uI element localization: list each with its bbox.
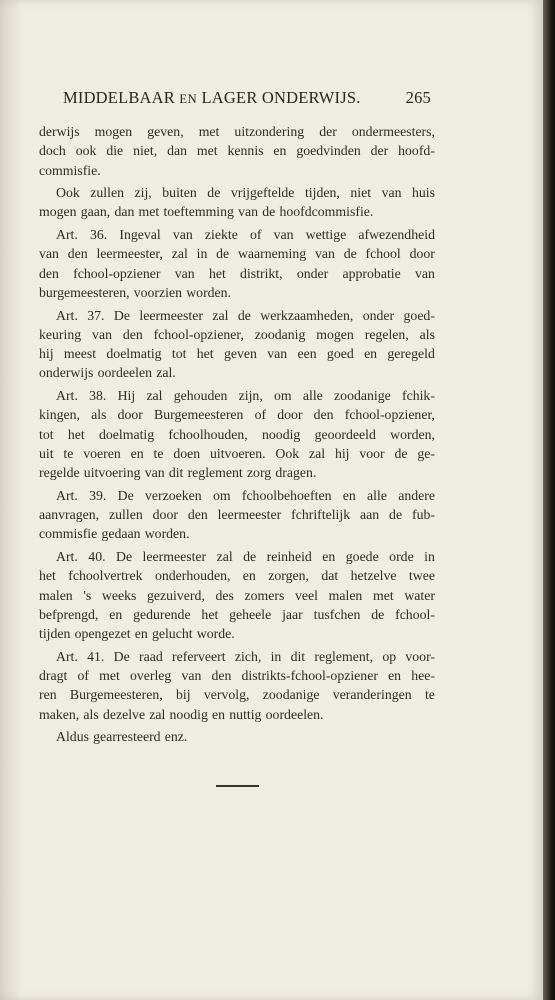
text-line: commisfie gedaan worden. [39, 526, 190, 542]
book-spine [543, 0, 555, 1000]
paragraph [39, 306, 435, 383]
text-line: tot het doelmatig fchoolhouden, noodig geoordeeld worden, [39, 426, 435, 442]
text-line: van den leermeester, zal in de waarneming van de fchool door [39, 246, 435, 262]
text-line: hij meest doelmatig tot het geven van een goed en geregeld [39, 346, 435, 362]
body-text [39, 122, 435, 750]
running-title-part1: MIDDELBAAR [63, 88, 175, 107]
running-header [63, 88, 431, 110]
paragraph [39, 122, 435, 180]
closing-rule [216, 785, 259, 787]
text-line: uit te voeren en te doen uitvoeren. Ook zal hij voor de ge- [39, 445, 435, 461]
text-line: regelde uitvoering van dit reglement zorg dragen. [39, 465, 317, 481]
text-line: mogen gaan, dan met toeftemming van de hoofdcommisfie. [39, 204, 374, 220]
text-line: den fchool-opziener van het distrikt, onder approbatie van [39, 265, 435, 281]
paragraph [39, 647, 435, 724]
text-line: Aldus gearresteerd enz. [56, 729, 188, 745]
text-line: Art. 37. De leermeester zal de werkzaamheden, onder goed- [56, 307, 435, 323]
text-line: aanvragen, zullen door den leermeester fchriftelijk aan de fub- [39, 507, 435, 523]
text-line: befprengd, en gedurende het geheele jaar tusfchen de fchool- [39, 606, 435, 622]
text-line: onderwijs oordeelen zal. [39, 365, 176, 381]
paragraph [39, 547, 435, 643]
text-line: maken, als dezelve zal noodig en nuttig oordeelen. [39, 706, 324, 722]
text-line: commisfie. [39, 162, 101, 178]
text-line: Ook zullen zij, buiten de vrijgeftelde tijden, niet van huis [56, 185, 435, 201]
paragraph [39, 727, 435, 746]
text-line: het fchoolvertrek onderhouden, en zorgen, dat hetzelve twee [39, 568, 435, 584]
text-line: Art. 38. Hij zal gehouden zijn, om alle zoodanige fchik- [56, 388, 435, 404]
page-number: 265 [405, 88, 431, 107]
text-line: doch ook die niet, dan met kennis en goedvinden der hoofd- [39, 143, 435, 159]
text-line: burgemeesteren, voorzien worden. [39, 284, 232, 300]
text-line: Art. 41. De raad referveert zich, in dit reglement, op voor- [56, 648, 435, 664]
text-line: derwijs mogen geven, met uitzondering der ondermeesters, [39, 124, 435, 139]
text-line: Art. 36. Ingeval van ziekte of van wettige afwezendheid [56, 227, 435, 243]
running-title [63, 88, 361, 108]
paragraph [39, 486, 435, 544]
text-line: keuring van den fchool-opziener, zoodanig mogen regelen, als [39, 326, 435, 342]
text-line: kingen, als door Burgemeesteren of door den fchool-opziener, [39, 407, 435, 423]
paragraph [39, 225, 435, 302]
page-gutter-shadow [0, 0, 22, 1000]
text-line: dragt of met overleg van den distrikts-fchool-opziener en hee- [39, 668, 435, 684]
text-line: malen 's weeks gezuiverd, des zomers veel malen met water [39, 587, 435, 603]
text-line: Art. 40. De leermeester zal de reinheid en goede orde in [56, 549, 435, 565]
text-line: ren Burgemeesteren, bij vervolg, zoodanige veranderingen te [39, 687, 435, 703]
running-title-part3: LAGER ONDERWIJS. [201, 88, 361, 107]
text-line: tijden opengezet en gelucht worde. [39, 626, 235, 642]
text-line: Art. 39. De verzoeken om fchoolbehoeften en alle andere [56, 487, 435, 503]
running-title-part2: EN [179, 92, 198, 106]
paragraph [39, 386, 435, 482]
paragraph [39, 183, 435, 222]
